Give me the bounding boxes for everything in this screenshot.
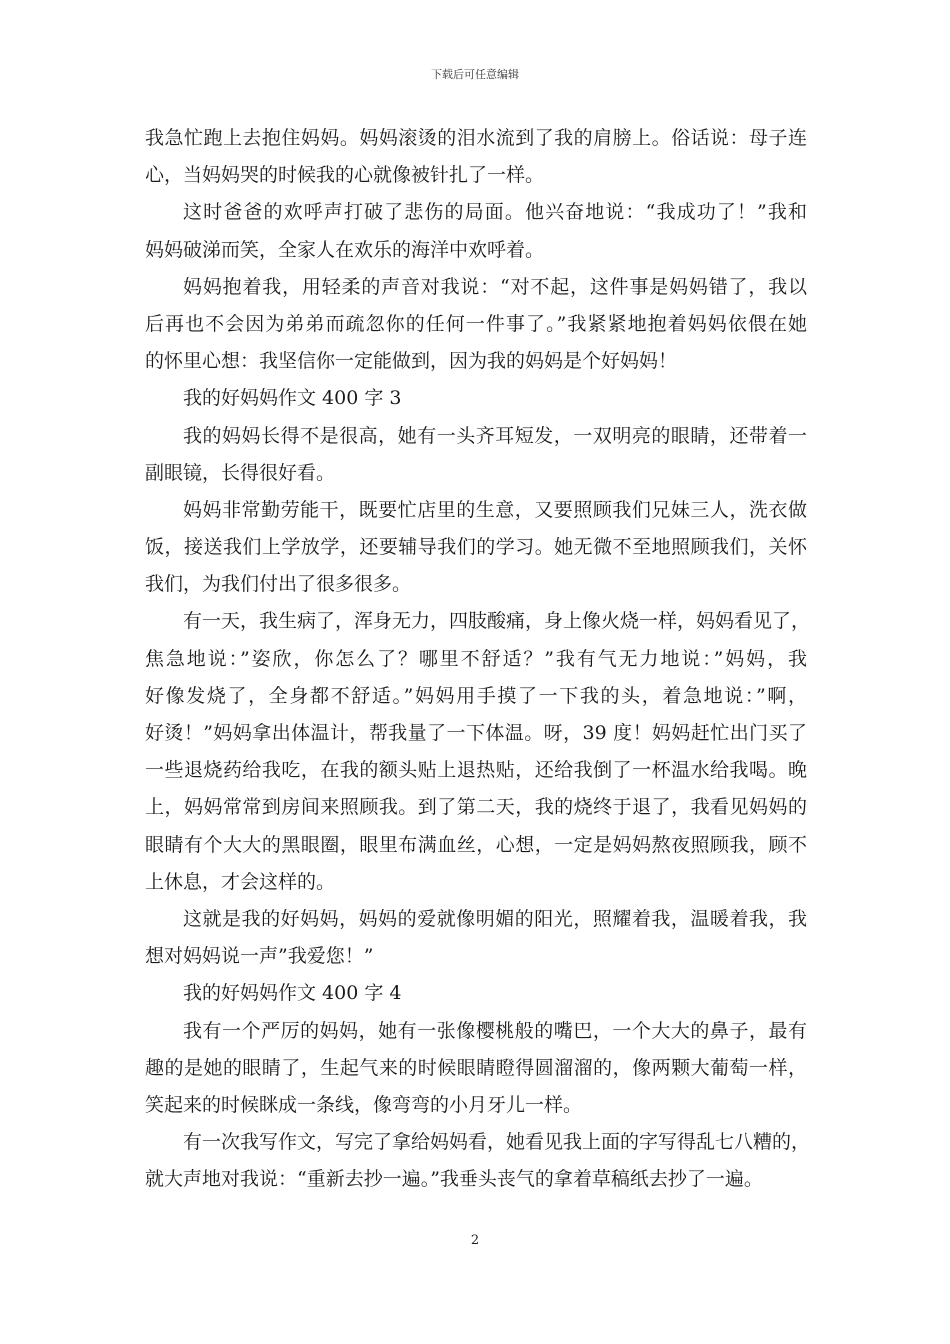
paragraph-line: 有一天，我生病了，浑身无力，四肢酸痛，身上像火烧一样，妈妈看见了， <box>183 610 811 633</box>
paragraph-line: 妈妈破涕而笑，全家人在欢乐的海洋中欢呼着。 <box>145 238 545 261</box>
paragraph-line: 妈妈非常勤劳能干，既要忙店里的生意，又要照顾我们兄妹三人，洗衣做 <box>183 498 807 521</box>
paragraph <box>145 120 807 194</box>
paragraph <box>145 1013 807 1125</box>
paragraph-line: 想对妈妈说一声”我爱您！” <box>145 945 374 968</box>
paragraph <box>145 418 807 492</box>
paragraph <box>145 1124 811 1198</box>
paragraph-line: 趣的是她的眼睛了，生起气来的时候眼睛瞪得圆溜溜的，像两颗大葡萄一样， <box>145 1056 807 1079</box>
paragraph-line: 心，当妈妈哭的时候我的心就像被针扎了一样。 <box>145 164 545 187</box>
paragraph-line: 后再也不会因为弟弟而疏忽你的任何一件事了。”我紧紧地抱着妈妈依偎在她 <box>145 312 807 335</box>
paragraph-line: 饭，接送我们上学放学，还要辅导我们的学习。她无微不至地照顾我们，关怀 <box>145 536 807 559</box>
paragraph-line: 我的妈妈长得不是很高，她有一头齐耳短发，一双明亮的眼睛，还带着一 <box>183 424 807 447</box>
paragraph-line: 有一次我写作文，写完了拿给妈妈看，她看见我上面的字写得乱七八糟的， <box>183 1131 811 1154</box>
paragraph-line: 副眼镜，长得很好看。 <box>145 461 336 484</box>
paragraph-line: 上，妈妈常常到房间来照顾我。到了第二天，我的烧终于退了，我看见妈妈的 <box>145 796 807 819</box>
paragraph-line: 眼睛有个大大的黑眼圈，眼里布满血丝，心想，一定是妈妈熬夜照顾我，顾不 <box>145 833 807 856</box>
paragraph-line: 的怀里心想：我坚信你一定能做到，因为我的妈妈是个好妈妈！ <box>145 350 678 373</box>
paragraph-line: 好像发烧了，全身都不舒适。”妈妈用手摸了一下我的头，着急地说：”啊， <box>145 684 807 707</box>
paragraph-line: 妈妈抱着我，用轻柔的声音对我说：“对不起，这件事是妈妈错了，我以 <box>183 275 807 298</box>
paragraph <box>145 975 807 1012</box>
paragraph <box>145 194 807 268</box>
paragraph <box>145 901 807 975</box>
paragraph-line: 我们，为我们付出了很多很多。 <box>145 573 412 596</box>
paragraph-line: 我的好妈妈作文 400 字 3 <box>183 387 402 410</box>
paragraph-line: 好烫！”妈妈拿出体温计，帮我量了一下体温。呀，39 度！妈妈赶忙出门买了 <box>145 722 807 744</box>
paragraph-line: 我有一个严厉的妈妈，她有一张像樱桃般的嘴巴，一个大大的鼻子，最有 <box>183 1019 807 1042</box>
paragraph <box>145 492 807 604</box>
paragraph-line: 我急忙跑上去抱住妈妈。妈妈滚烫的泪水流到了我的肩膀上。俗话说：母子连 <box>145 127 807 149</box>
paragraph <box>145 269 807 381</box>
paragraph-line: 这时爸爸的欢呼声打破了悲伤的局面。他兴奋地说：“我成功了！”我和 <box>183 201 807 224</box>
paragraph <box>145 380 807 417</box>
page-header: 下载后可任意编辑 <box>431 68 519 81</box>
paragraph-line: 焦急地说：”姿欣，你怎么了？哪里不舒适？”我有气无力地说：”妈妈，我 <box>145 647 807 670</box>
document-body <box>145 120 811 1198</box>
paragraph-line: 上休息，才会这样的。 <box>145 870 336 893</box>
paragraph-line: 这就是我的好妈妈，妈妈的爱就像明媚的阳光，照耀着我，温暖着我，我 <box>183 907 807 930</box>
page-number: 2 <box>470 1233 480 1248</box>
paragraph <box>145 603 811 901</box>
paragraph-line: 一些退烧药给我吃，在我的额头贴上退热贴，还给我倒了一杯温水给我喝。晚 <box>145 759 807 782</box>
paragraph-line: 笑起来的时候眯成一条线，像弯弯的小月牙儿一样。 <box>145 1093 583 1116</box>
paragraph-line: 就大声地对我说：“重新去抄一遍。”我垂头丧气的拿着草稿纸去抄了一遍。 <box>145 1168 763 1191</box>
paragraph-line: 我的好妈妈作文 400 字 4 <box>183 982 402 1005</box>
